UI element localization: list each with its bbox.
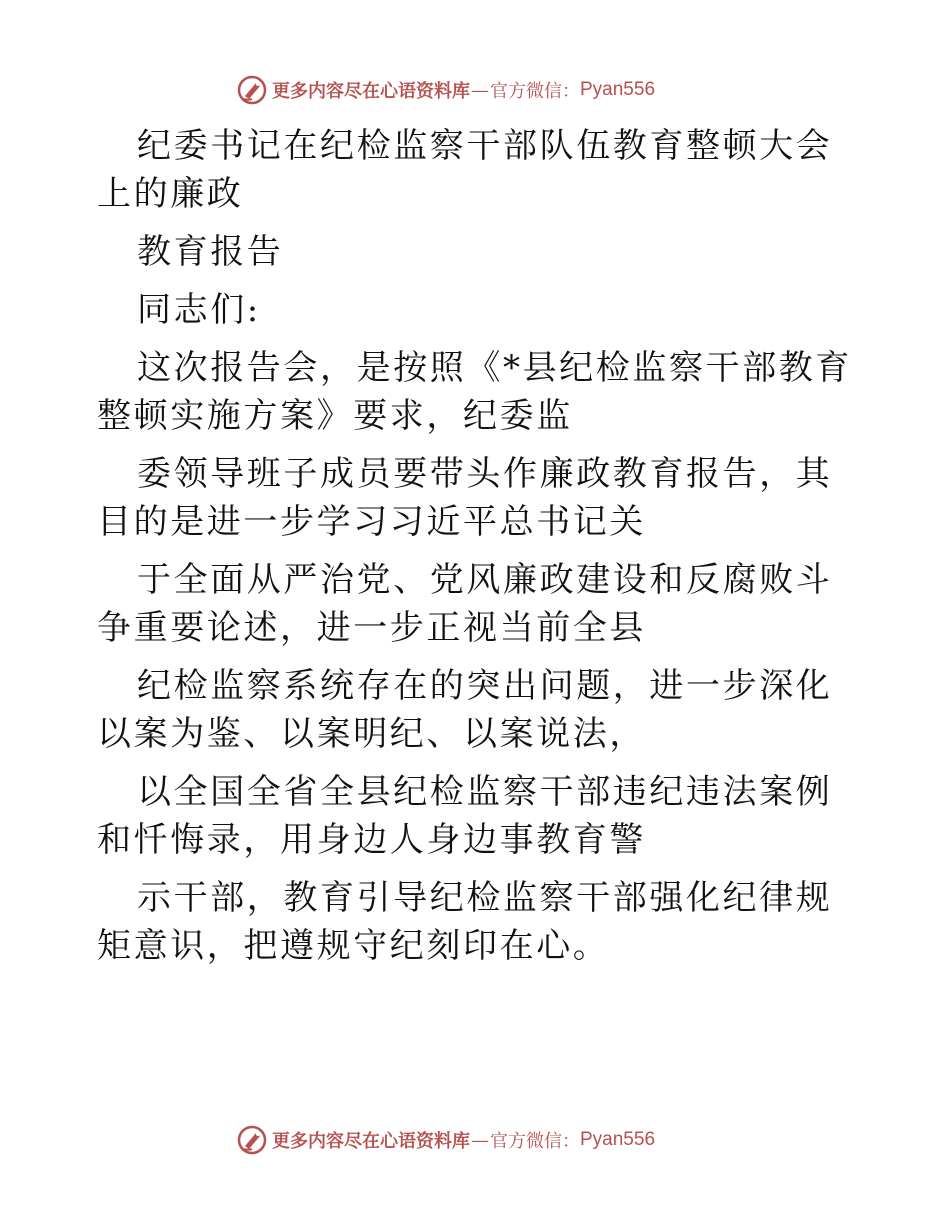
document-body [97, 122, 857, 980]
salutation: 同志们: [137, 290, 261, 330]
brand-logo-icon [236, 74, 268, 106]
watermark-main-text: 更多内容尽在心语资料库 [272, 1131, 470, 1152]
body-paragraph: 这次报告会，是按照《*县纪检监察干部教育整顿实施方案》要求，纪委监 [97, 348, 852, 436]
watermark-label: 官方微信： [490, 81, 580, 102]
body-paragraph: 于全面从严治党、党风廉政建设和反腐败斗争重要论述，进一步正视当前全县 [97, 560, 833, 648]
footer-watermark [236, 1123, 655, 1157]
watermark-wechat-id: Pyan556 [580, 1129, 656, 1150]
watermark-main-text: 更多内容尽在心语资料库 [272, 81, 470, 102]
watermark-separator: — [471, 1129, 489, 1151]
document-subtitle: 教育报告 [137, 232, 284, 272]
body-paragraph: 以全国全省全县纪检监察干部违纪违法案例和忏悔录，用身边人身边事教育警 [97, 772, 833, 860]
watermark-label: 官方微信： [490, 1131, 580, 1152]
brand-logo-icon [236, 1124, 268, 1156]
watermark-separator: — [471, 79, 489, 101]
header-watermark [236, 73, 655, 107]
body-paragraph: 委领导班子成员要带头作廉政教育报告，其目的是进一步学习习近平总书记关 [97, 454, 833, 542]
body-paragraph: 纪检监察系统存在的突出问题，进一步深化以案为鉴、以案明纪、以案说法， [97, 666, 833, 754]
body-paragraph: 示干部，教育引导纪检监察干部强化纪律规矩意识，把遵规守纪刻印在心。 [97, 878, 833, 966]
watermark-wechat-id: Pyan556 [580, 79, 656, 100]
document-title: 纪委书记在纪检监察干部队伍教育整顿大会上的廉政 [97, 126, 833, 214]
